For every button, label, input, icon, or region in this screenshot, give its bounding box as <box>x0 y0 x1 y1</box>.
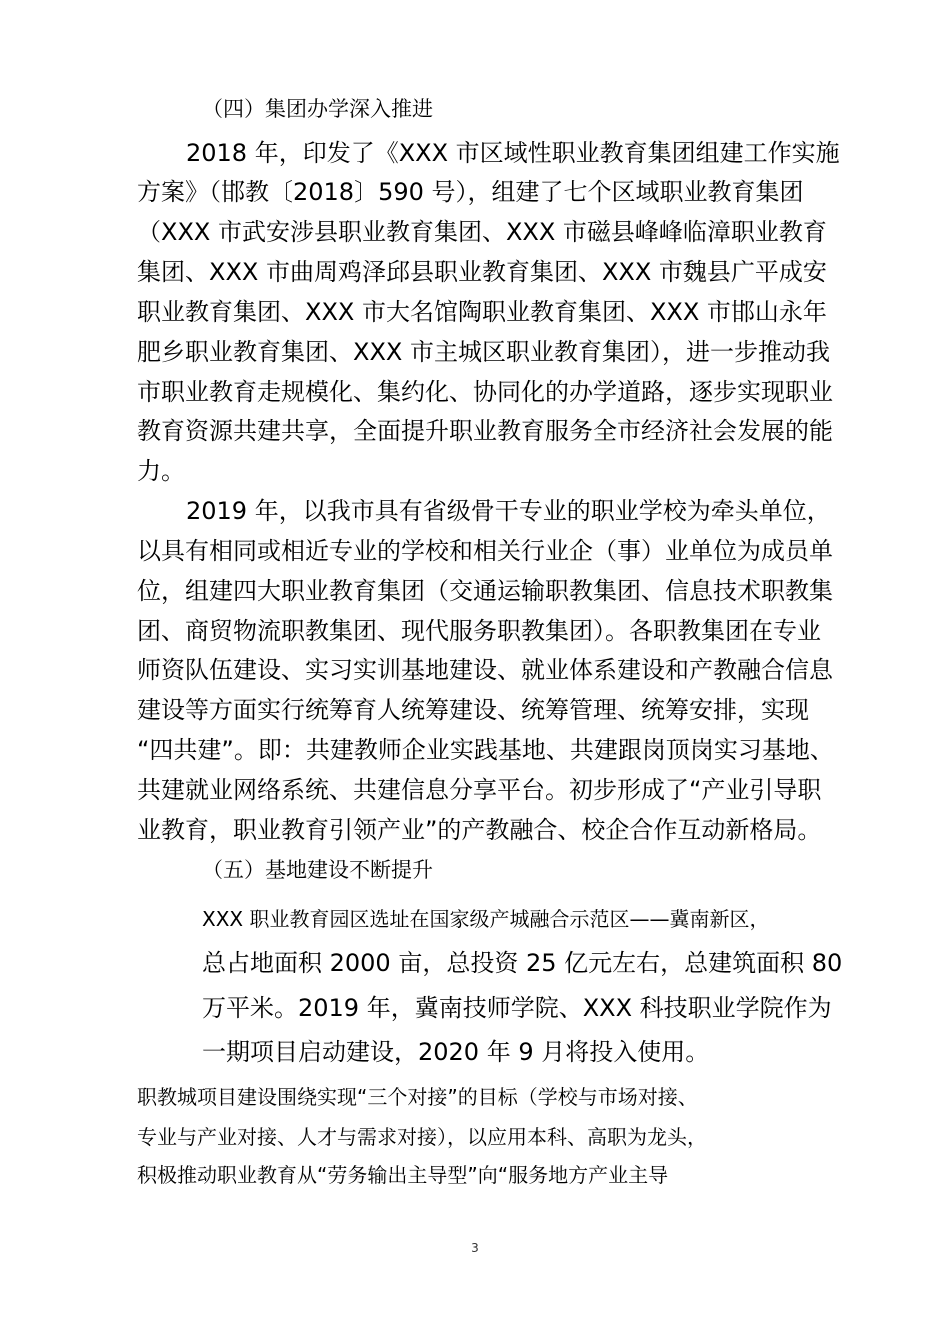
section-4-para-2-line: 位，组建四大职业教育集团（交通运输职教集团、信息技术职教集 <box>137 577 833 605</box>
section-4-heading: （四）集团办学深入推进 <box>202 97 433 121</box>
section-4-para-1-line: 方案》（邯教〔2018〕590 号），组建了七个区域职业教育集团 <box>137 178 804 206</box>
section-5-para-1-line: 总占地面积 2000 亩，总投资 25 亿元左右，总建筑面积 80 <box>202 949 843 977</box>
section-5-para-1-line: 一期项目启动建设，2020 年 9 月将投入使用。 <box>202 1038 710 1066</box>
section-4-para-2-line: 业教育，职业教育引领产业”的产教融合、校企合作互动新格局。 <box>137 816 822 844</box>
section-5-para-2-line: 积极推动职业教育从“劳务输出主导型”向“服务地方产业主导 <box>137 1163 669 1187</box>
section-5-heading: （五）基地建设不断提升 <box>202 858 433 882</box>
section-5-para-2-line: 职教城项目建设围绕实现“三个对接”的目标（学校与市场对接、 <box>137 1085 698 1109</box>
section-4-para-2-line: 以具有相同或相近专业的学校和相关行业企（事）业单位为成员单 <box>137 537 833 565</box>
section-4-para-2-line: 团、商贸物流职教集团、现代服务职教集团）。各职教集团在专业 <box>137 617 821 645</box>
section-4-para-2-line: 建设等方面实行统筹育人统筹建设、统筹管理、统筹安排，实现 <box>137 696 809 724</box>
section-4-para-2-line: “四共建”。即：共建教师企业实践基地、共建跟岗顶岗实习基地、 <box>137 736 834 764</box>
page-number: 3 <box>471 1241 479 1255</box>
section-4-para-2-line: 2019 年，以我市具有省级骨干专业的职业学校为牵头单位， <box>186 497 831 525</box>
section-4-para-1-line: 职业教育集团、XXX 市大名馆陶职业教育集团、XXX 市邯山永年 <box>137 298 827 326</box>
section-4-para-1-line: 2018 年，印发了《XXX 市区域性职业教育集团组建工作实施 <box>186 139 840 167</box>
section-4-para-2-line: 师资队伍建设、实习实训基地建设、就业体系建设和产教融合信息 <box>137 656 833 684</box>
section-4-para-2-line: 共建就业网络系统、共建信息分享平台。初步形成了“产业引导职 <box>137 776 822 804</box>
section-4-para-1-line: 市职业教育走规模化、集约化、协同化的办学道路，逐步实现职业 <box>137 378 833 406</box>
section-4-para-1-line: 集团、XXX 市曲周鸡泽邱县职业教育集团、XXX 市魏县广平成安 <box>137 258 827 286</box>
section-5-para-1-line: XXX 职业教育园区选址在国家级产城融合示范区——冀南新区， <box>202 907 770 931</box>
section-5-para-1-line: 万平米。2019 年，冀南技师学院、XXX 科技职业学院作为 <box>202 994 832 1022</box>
section-5-para-2-line: 专业与产业对接、人才与需求对接），以应用本科、高职为龙头， <box>137 1125 707 1149</box>
section-4-para-1-line: （XXX 市武安涉县职业教育集团、XXX 市磁县峰峰临漳职业教育 <box>137 218 827 246</box>
section-4-para-1-line: 力。 <box>137 457 185 485</box>
section-4-para-1-line: 肥乡职业教育集团、XXX 市主城区职业教育集团），进一步推动我 <box>137 338 830 366</box>
section-4-para-1-line: 教育资源共建共享，全面提升职业教育服务全市经济社会发展的能 <box>137 417 833 445</box>
